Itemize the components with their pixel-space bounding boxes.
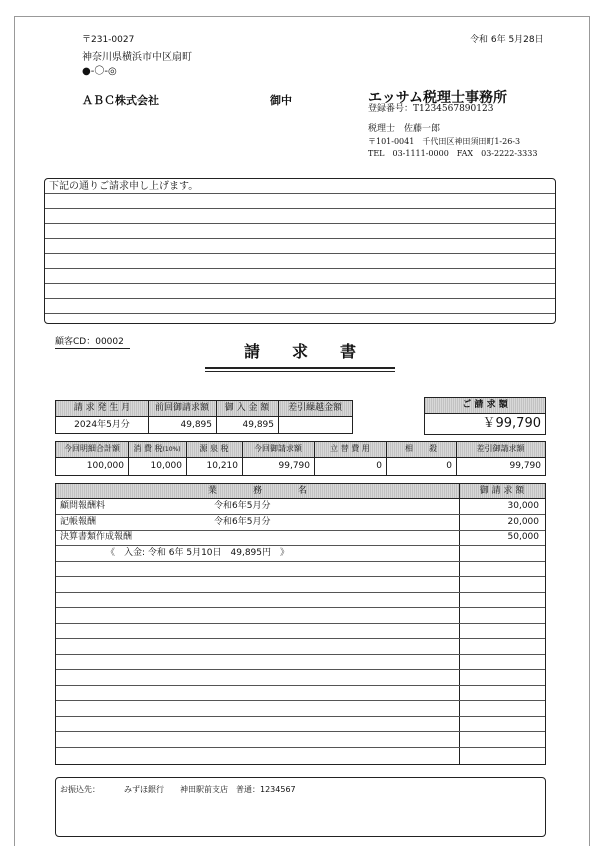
billing-payment-value: 49,895 <box>242 420 274 430</box>
bank-box <box>55 777 546 837</box>
recipient-address-line2: ●-〇-◎ <box>82 66 117 77</box>
summary-current-billing-value: 99,790 <box>278 461 310 471</box>
row-line <box>56 623 545 624</box>
ruled-line <box>45 313 555 314</box>
issuer-name: エッサム税理士事務所 <box>368 90 508 106</box>
document-title: 請 求 書 <box>243 342 356 361</box>
total-box <box>424 397 546 435</box>
summary-advance-value: 0 <box>376 461 382 471</box>
grid-line <box>56 498 545 499</box>
item-name: 顧問報酬料 <box>60 501 106 511</box>
row-line <box>56 638 545 639</box>
items-header-description: 業 務 名 <box>207 486 307 496</box>
item-name: 記帳報酬 <box>60 517 97 527</box>
issue-date: 令和 6年 5月28日 <box>470 35 544 45</box>
summary-header-tax-rate: (10%) <box>162 446 181 453</box>
recipient-postal-code: 〒231-0027 <box>82 35 135 45</box>
row-line <box>56 731 545 732</box>
bank-label: お振込先： <box>60 785 100 794</box>
item-amount: 20,000 <box>507 517 539 527</box>
item-period: 令和6年5月分 <box>214 501 271 511</box>
message-text: 下記の通りご請求申し上げます。 <box>49 181 199 192</box>
summary-header-net-billing: 差引御請求額 <box>476 444 525 453</box>
item-amount: 30,000 <box>507 501 539 511</box>
row-line <box>56 576 545 577</box>
items-table <box>55 483 546 765</box>
ruled-line <box>45 223 555 224</box>
ruled-line <box>45 208 555 209</box>
grid-line <box>278 401 279 433</box>
summary-header-tax <box>128 442 186 457</box>
row-line <box>56 700 545 701</box>
bank-name: みずほ銀行 <box>124 785 164 794</box>
row-line <box>56 747 545 748</box>
summary-header-tax-label: 消 費 税 <box>133 444 163 453</box>
summary-table <box>55 441 546 476</box>
row-line <box>56 514 545 515</box>
billing-previous-value: 49,895 <box>180 420 212 430</box>
bank-account: 普通：1234567 <box>236 785 296 794</box>
summary-header-advance: 立 替 費 用 <box>330 444 370 453</box>
recipient-address-line1: 神奈川県横浜市中区扇町 <box>82 52 192 63</box>
grid-line <box>459 484 460 764</box>
summary-header-withholding: 源 泉 税 <box>199 444 229 453</box>
summary-net-billing-value: 99,790 <box>509 461 541 471</box>
billing-header-previous: 前回御請求額 <box>154 403 209 413</box>
item-name: 決算書類作成報酬 <box>60 532 133 542</box>
item-period: 令和6年5月分 <box>214 517 271 527</box>
row-line <box>56 716 545 717</box>
summary-header-offset: 相 殺 <box>405 444 437 453</box>
bank-branch: 神田駅前支店 <box>180 785 228 794</box>
row-line <box>56 607 545 608</box>
total-amount: ￥99,790 <box>482 416 541 431</box>
summary-header-current-billing: 今回御請求額 <box>254 444 302 453</box>
ruled-line <box>45 193 555 194</box>
recipient-honorific: 御中 <box>270 94 292 107</box>
billing-header-payment: 御 入 金 額 <box>224 403 270 413</box>
summary-tax-value: 10,000 <box>150 461 182 471</box>
summary-subtotal-value: 100,000 <box>86 461 124 471</box>
title-underline <box>205 371 395 372</box>
items-header-amount: 御 請 求 額 <box>479 486 525 496</box>
row-line <box>56 545 545 546</box>
row-line <box>56 592 545 593</box>
ruled-line <box>45 298 555 299</box>
summary-offset-value: 0 <box>446 461 452 471</box>
customer-code: 顧客CD：00002 <box>55 337 130 349</box>
row-line <box>56 530 545 531</box>
billing-table <box>55 400 353 434</box>
ruled-line <box>45 238 555 239</box>
ruled-line <box>45 253 555 254</box>
summary-header-subtotal: 今回明細合計額 <box>64 444 120 453</box>
issuer-contact: TEL 03-1111-0000 FAX 03-2222-3333 <box>368 149 538 158</box>
ruled-line <box>45 268 555 269</box>
recipient-company: ＡＢＣ株式会社 <box>82 94 159 107</box>
row-line <box>56 669 545 670</box>
issuer-person: 税理士 佐藤一郎 <box>368 124 441 134</box>
issuer-registration: 登録番号：T1234567890123 <box>368 104 494 114</box>
issuer-address: 〒101-0041 千代田区神田須田町1-26-3 <box>368 137 521 146</box>
item-amount: 50,000 <box>507 532 539 542</box>
total-label: ご 請 求 額 <box>462 400 508 410</box>
billing-period-value: 2024年5月分 <box>74 420 130 430</box>
row-line <box>56 654 545 655</box>
billing-header-period: 請 求 発 生 月 <box>73 403 131 413</box>
message-box <box>44 178 556 324</box>
ruled-line <box>45 283 555 284</box>
item-payment-note: 《 入金: 令和 6年 5月10日 49,895円 》 <box>106 548 290 558</box>
row-line <box>56 561 545 562</box>
billing-header-carryover: 差引繰越金額 <box>287 403 342 413</box>
summary-withholding-value: 10,210 <box>206 461 238 471</box>
title-underline <box>205 367 395 369</box>
row-line <box>56 685 545 686</box>
